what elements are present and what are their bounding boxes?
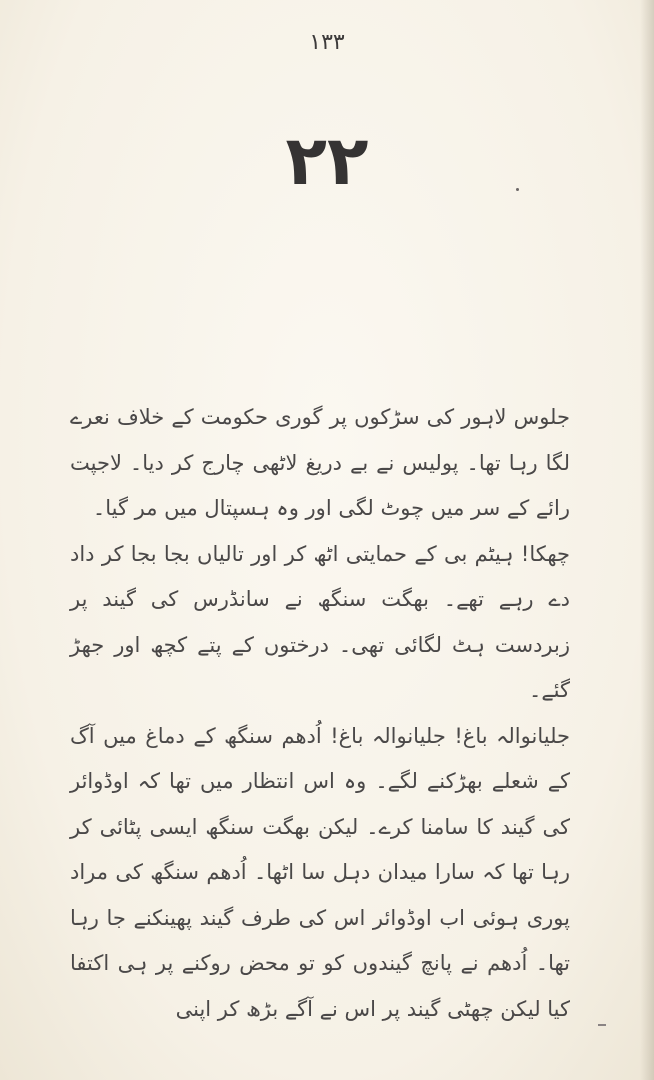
paragraph-3: جلیانوالہ باغ! جلیانوالہ باغ! اُدھم سنگھ کے دماغ میں آگ کے شعلے بھڑکنے لگے۔ وہ اس انتظار میں تھا کہ اوڈوائر کی گیند کا سامنا کرے۔ لیکن بھگت سنگھ ایسی پٹائی کر رہا تھا کہ سارا میدان دہل سا اٹھا۔ اُدھم سنگھ کی مراد پوری ہوئی اب اوڈوائر اس کی طرف گیند پھینکنے جا رہا تھا۔ اُدھم نے پانچ گیندوں کو تو محض روکنے پر ہی اکتفا کیا لیکن چھٹی گیند پر اس نے آگے بڑھ کر اپنی — [70, 723, 570, 1021]
ink-mark — [598, 1024, 606, 1026]
paragraph-2: چھکا! ہیٹم بی کے حمایتی اٹھ کر اور تالیاں بجا بجا کر داد دے رہے تھے۔ بھگت سنگھ نے سانڈرس کی گیند پر زبردست ہٹ لگائی تھی۔ درختوں کے پتے کچھ اور جھڑ گئے۔ — [70, 541, 570, 702]
body-text — [70, 395, 570, 1032]
chapter-number: ٢٢ — [285, 122, 369, 201]
paragraph-1: جلوس لاہور کی سڑکوں پر گوری حکومت کے خلاف نعرے لگا رہا تھا۔ پولیس نے بے دریغ لاٹھی چارج کر دیا۔ لاجپت رائے کے سر میں چوٹ لگی اور وہ ہسپتال میں مر گیا۔ — [70, 405, 570, 520]
ink-speck — [516, 188, 519, 191]
page-number: ١٣٣ — [309, 30, 345, 55]
